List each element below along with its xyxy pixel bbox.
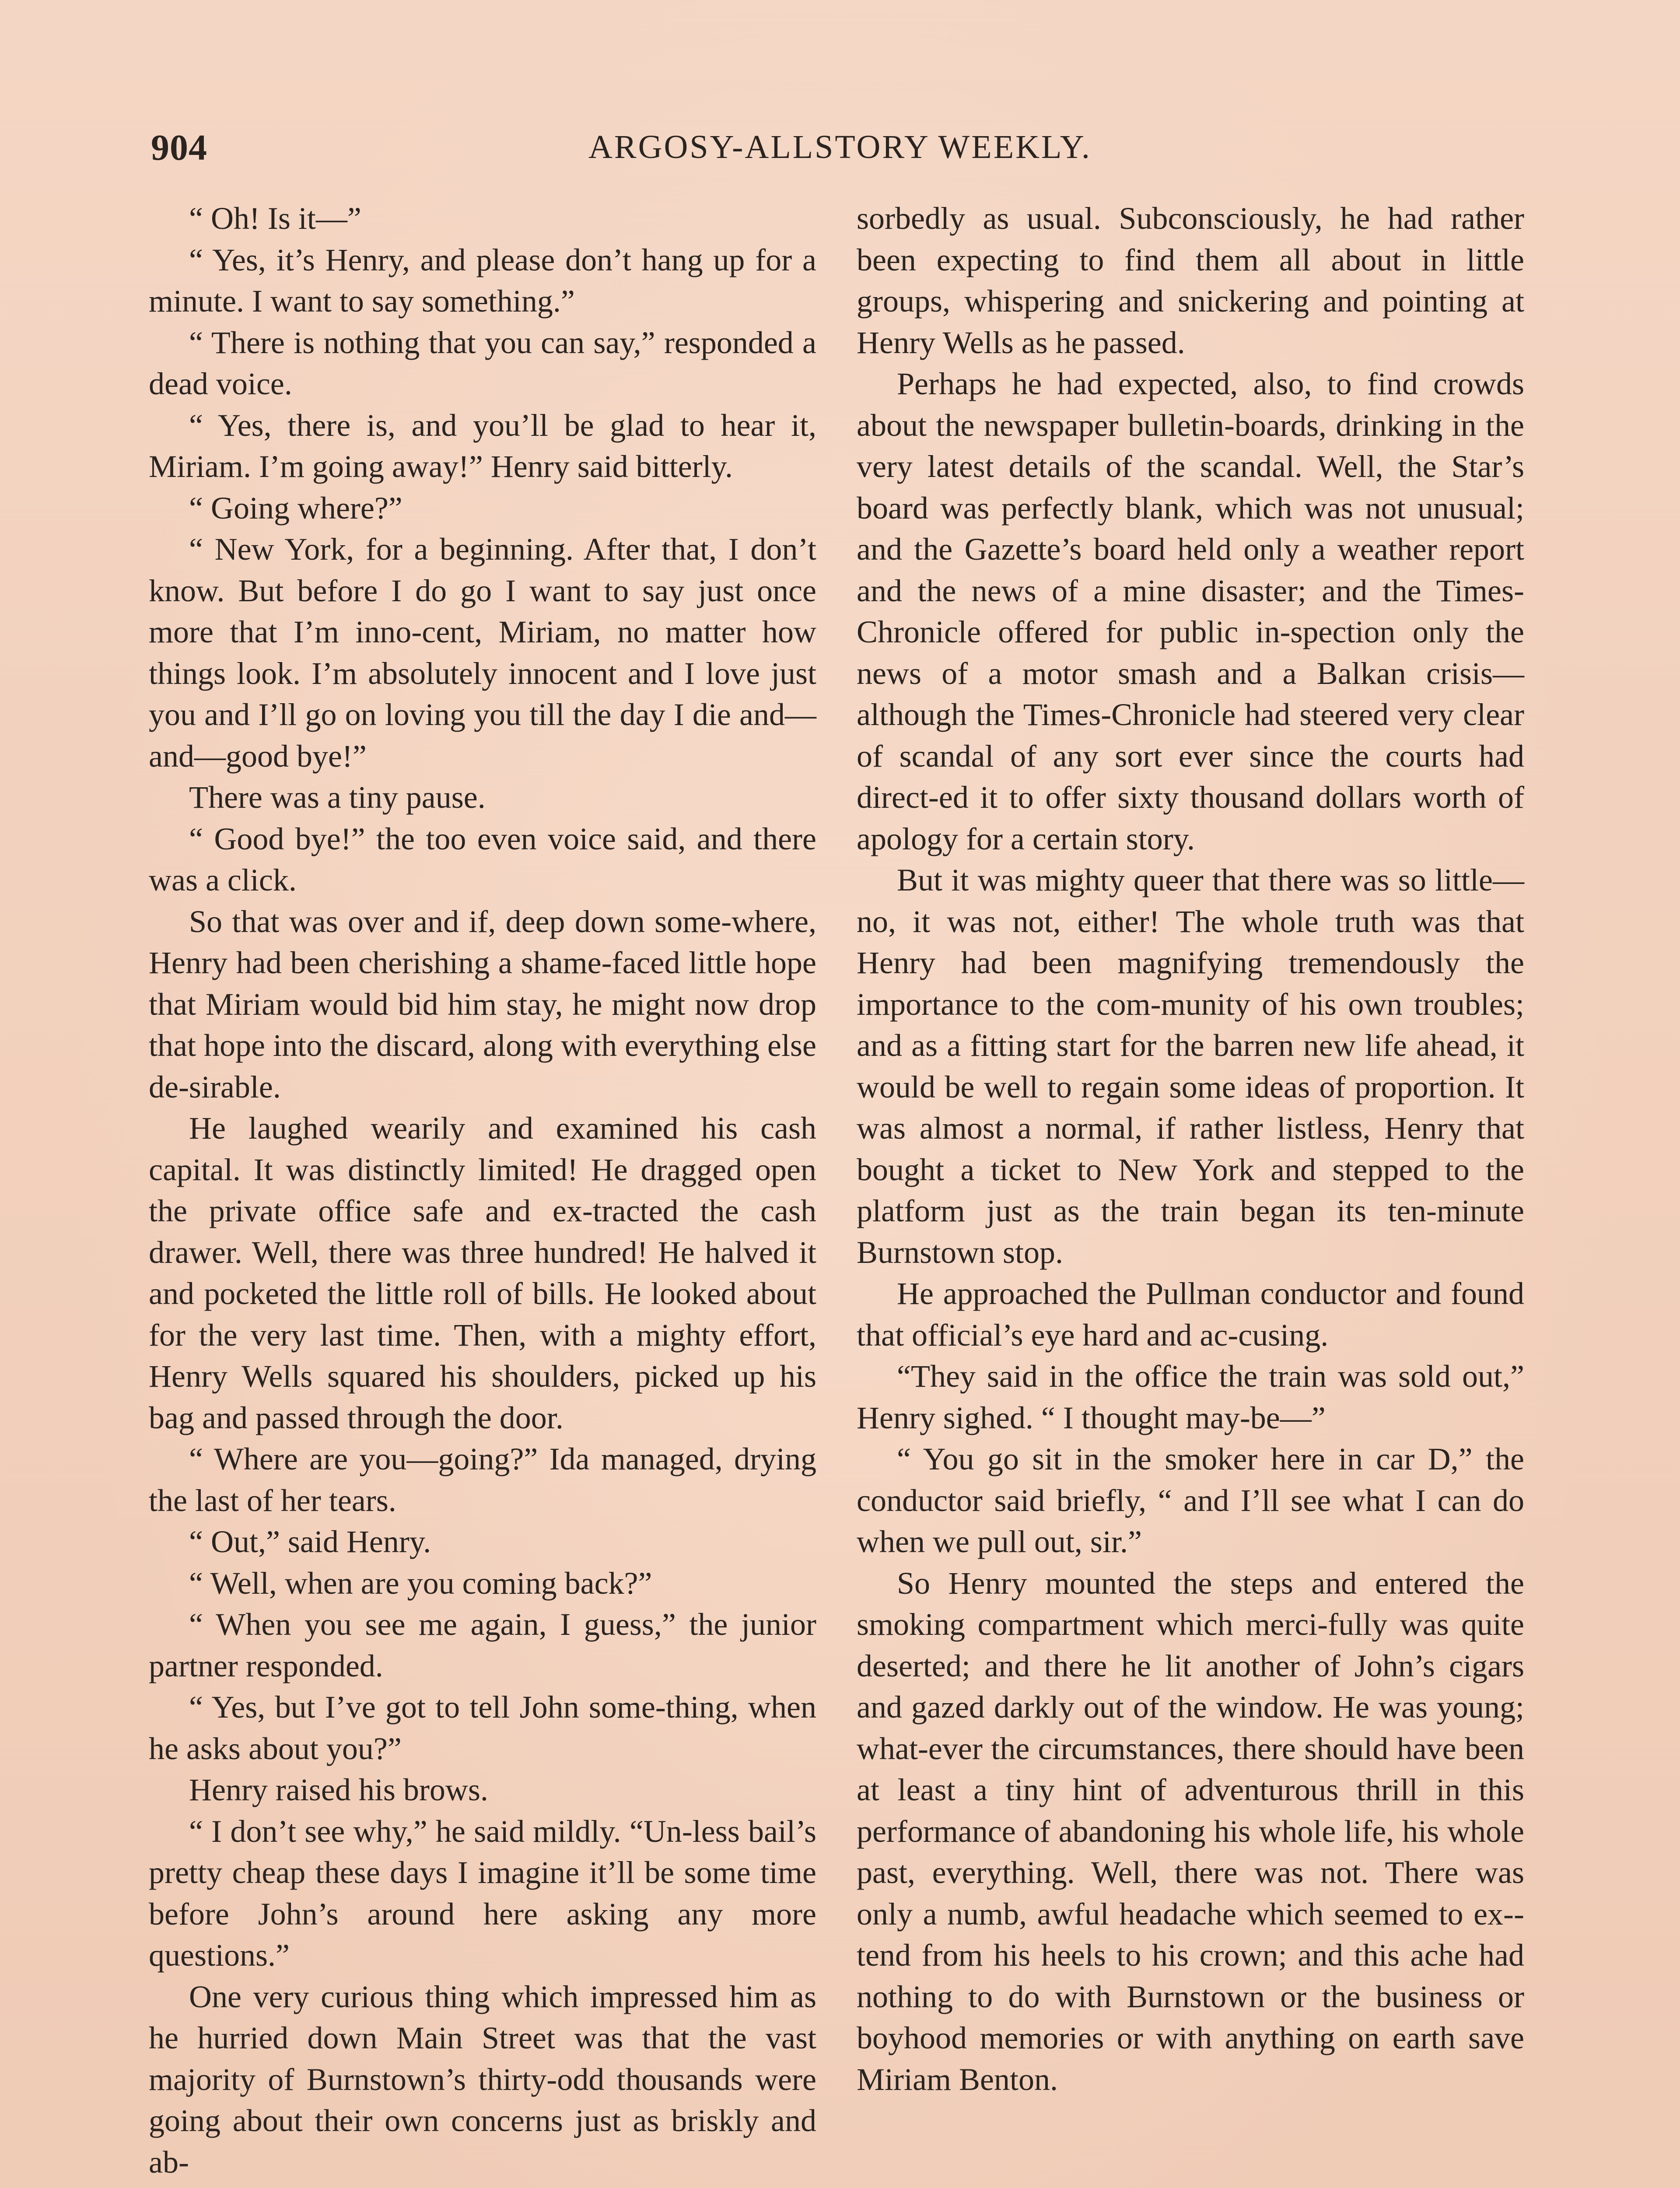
- paragraph: So Henry mounted the steps and entered the smoking compartment which merci-fully was quite deserted; and there he lit another of John’s cigars and gazed darkly out of the window. He was young; what-ever the circumstances, there should have been at least a tiny hint of adventurous thrill in this performance of abandoning his whole life, his whole past, everything. Well, there was not. There was only a numb, awful headache which seemed to ex-tend from his heels to his crown; and this ache had nothing to do with Burnstown or the business or boyhood memories or with anything on earth save Miriam Benton.: [857, 1565, 1524, 2097]
- paragraph: There was a tiny pause.: [189, 780, 486, 815]
- paragraph: “They said in the office the train was sold out,” Henry sighed. “ I thought may-be—”: [857, 1359, 1524, 1435]
- paragraph: Henry raised his brows.: [189, 1772, 488, 1807]
- paragraph: “ Yes, there is, and you’ll be glad to hear it, Miriam. I’m going away!” Henry said bitterly.: [149, 407, 816, 484]
- paragraph: “ You go sit in the smoker here in car D,” the conductor said briefly, “ and I’ll see what I can do when we pull out, sir.”: [857, 1441, 1524, 1559]
- right-column: [857, 198, 1524, 2100]
- paragraph: “ Oh! Is it—”: [189, 201, 361, 236]
- paragraph-continued: sorbedly as usual. Subconsciously, he had rather been expecting to find them all about in little groups, whispering and snickering and pointing at Henry Wells as he passed.: [857, 201, 1524, 360]
- paragraph: “ Where are you—going?” Ida managed, drying the last of her tears.: [149, 1441, 816, 1518]
- page-number: 904: [151, 127, 207, 168]
- paragraph: “ Going where?”: [189, 490, 402, 526]
- paragraph: “ Out,” said Henry.: [189, 1524, 431, 1559]
- left-column: [149, 198, 816, 2183]
- paragraph: “ Well, when are you coming back?”: [189, 1565, 652, 1601]
- paragraph: “ New York, for a beginning. After that, I don’t know. But before I do go I want to say just once more that I’m inno-cent, Miriam, no matter how things look. I’m absolutely innocent and I love just you and I’ll go on loving you till the day I die and—and—good bye!”: [149, 532, 816, 774]
- paragraph: “ Yes, it’s Henry, and please don’t hang up for a minute. I want to say something.”: [149, 242, 816, 319]
- paragraph: “ There is nothing that you can say,” responded a dead voice.: [149, 325, 816, 401]
- paragraph: Perhaps he had expected, also, to find crowds about the newspaper bulletin-boards, drinking in the very latest details of the scandal. Well, the Star’s board was perfectly blank, which was not unusual; and the Gazette’s board held only a weather report and the news of a mine disaster; and the Times-Chronicle offered for public in-spection only the news of a motor smash and a Balkan crisis—although the Times-Chronicle had steered very clear of scandal of any sort ever since the courts had direct-ed it to offer sixty thousand dollars worth of apology for a certain story.: [857, 366, 1524, 856]
- paragraph: He approached the Pullman conductor and found that official’s eye hard and ac-cusing.: [857, 1276, 1524, 1353]
- paragraph: He laughed wearily and examined his cash capital. It was distinctly limited! He dragged open the private office safe and ex-tracted the cash drawer. Well, there was three hundred! He halved it and pocketed the little roll of bills. He looked about for the very last time. Then, with a mighty effort, Henry Wells squared his shoulders, picked up his bag and passed through the door.: [149, 1111, 816, 1435]
- paragraph: “ I don’t see why,” he said mildly. “Un-less bail’s pretty cheap these days I imagine it’ll be some time before John’s around here asking any more questions.”: [149, 1813, 816, 1973]
- paragraph: So that was over and if, deep down some-where, Henry had been cherishing a shame-faced little hope that Miriam would bid him stay, he might now drop that hope into the discard, along with everything else de-sirable.: [149, 904, 816, 1105]
- paragraph: “ Yes, but I’ve got to tell John some-thing, when he asks about you?”: [149, 1690, 816, 1766]
- running-title: ARGOSY-ALLSTORY WEEKLY.: [588, 129, 1092, 165]
- paragraph: But it was mighty queer that there was so little—no, it was not, either! The whole truth was that Henry had been magnifying tremendously the importance to the com-munity of his own troubles; and as a fitting start for the barren new life ahead, it would be well to regain some ideas of proportion. It was almost a normal, if rather listless, Henry that bought a ticket to New York and stepped to the platform just as the train began its ten-minute Burnstown stop.: [857, 863, 1524, 1270]
- paragraph: “ When you see me again, I guess,” the junior partner responded.: [149, 1607, 816, 1683]
- paragraph: “ Good bye!” the too even voice said, and there was a click.: [149, 821, 816, 898]
- paragraph: One very curious thing which impressed him as he hurried down Main Street was that the vast majority of Burnstown’s thirty-odd thousands were going about their own concerns just as briskly and ab-: [149, 1979, 816, 2180]
